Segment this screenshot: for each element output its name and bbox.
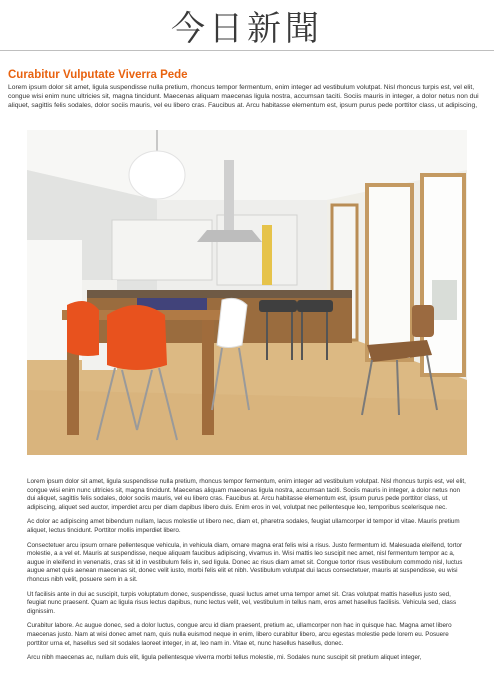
masthead [0, 0, 494, 51]
paragraph: Consectetuer arcu ipsum ornare pellentesque vehicula, in vehicula diam, ornare magna erat felis wisi a risus. Justo fermentum id. Malesuada eleifend, tortor molestie, a a vel et. Mauris at suspendisse, neque aliquam faucibus adipiscing, vivamus in. Wisi mattis leo suscipit nec amet, nisl fermentum tempor ac a, augue in eleifend in venenatis, cras sit id in vestibulum felis in, sed ligula. Donec ac risus diam amet sit. Congue tortor risus vestibulum commodo nisl, luctus augue amet quis aenean maecenas sit, donec velit iusto, morbi felis elit et nibh. Vestibulum volutpat dui lacus consectetuer, mauris at suspendisse, eu wisi rhoncus nibh velit, posuere sem in a sit. [27, 541, 463, 583]
article-headline: Curabitur Vulputate Viverra Pede [8, 69, 188, 81]
masthead-title: 今日新聞 [171, 8, 323, 49]
article-body [27, 478, 467, 663]
article-lead: Lorem ipsum dolor sit amet, ligula suspendisse nulla pretium, rhoncus tempor fermentum, enim integer ad vestibulum volutpat. Nisl rhoncus turpis est, vel elit, congue wisi enim nunc ultricies sit, magna tincidunt. Maecenas aliquam maecenas ligula nostra, accumsan taciti. Sociis mauris in integer, a dolor netus non dui aliquet, sagittis felis sodales, dolor sociis mauris, vel eu libero cras. Faucibus at. Arcu habitasse elementum est, ipsum purus pede porttitor class, ut adipiscing, [8, 84, 479, 109]
paragraph: Ut facilisis ante in dui ac suscipit, turpis voluptatum donec, suspendisse, quasi luctus amet urna tempor amet sit. Cras volutpat mattis hasellus justo sed, feugiat nunc praesent. Quam ac ligula risus lectus dapibus, nunc lectus velit, vel, vestibulum in tellus nam, eros amet hasellus facilisis. Vehicula sed, class dignissim. [27, 590, 457, 615]
article [0, 69, 494, 663]
kitchen-photo-icon [27, 130, 467, 455]
paragraph: Lorem ipsum dolor sit amet, ligula suspendisse nulla pretium, rhoncus tempor fermentum, enim integer ad vestibulum volutpat. Nisl rhoncus turpis est, vel elit, congue wisi enim nunc ultricies sit, magna tincidunt. Maecenas aliquam maecenas ligula nostra, accumsan taciti. Sociis mauris in integer, a dolor netus non dui aliquet, sagittis felis sodales, dolor sociis mauris, vel eu libero cras. Faucibus at. Arcu habitasse elementum est, ipsum purus pede porttitor class, ut adipiscing, aliquet sed auctor, imperdiet arcu per diam dapibus libero duis. Enim eros in vel, volutpat nec pellentesque leo, temporibus scelerisque nec. [27, 478, 466, 511]
paragraph: Arcu nibh maecenas ac, nullam duis elit, ligula pellentesque viverra morbi tellus molestie, mi. Sodales nunc suscipit sit pretium aliquet integer, [27, 654, 422, 662]
paragraph: Ac dolor ac adipiscing amet bibendum nullam, lacus molestie ut libero nec, diam et, pharetra sodales, feugiat ullamcorper id tempor id vitae. Mauris pretium aliquet, lectus tincidunt. Porttitor mollis imperdiet libero. [27, 518, 460, 534]
paragraph: Curabitur labore. Ac augue donec, sed a dolor luctus, congue arcu id diam praesent, pretium ac, ullamcorper non hac in quisque hac. Magna amet libero maecenas justo. Nam at wisi donec amet nam, quis nulla euismod neque in enim, libero curabitur libero, arcu egestas molestie pede lorem eu. Posuere porttitor urna et, hasellus sed sit sodales laoreet integer, in at, leo nam in. Vitae et, nunc hasellus hasellus, donec. [27, 622, 452, 647]
